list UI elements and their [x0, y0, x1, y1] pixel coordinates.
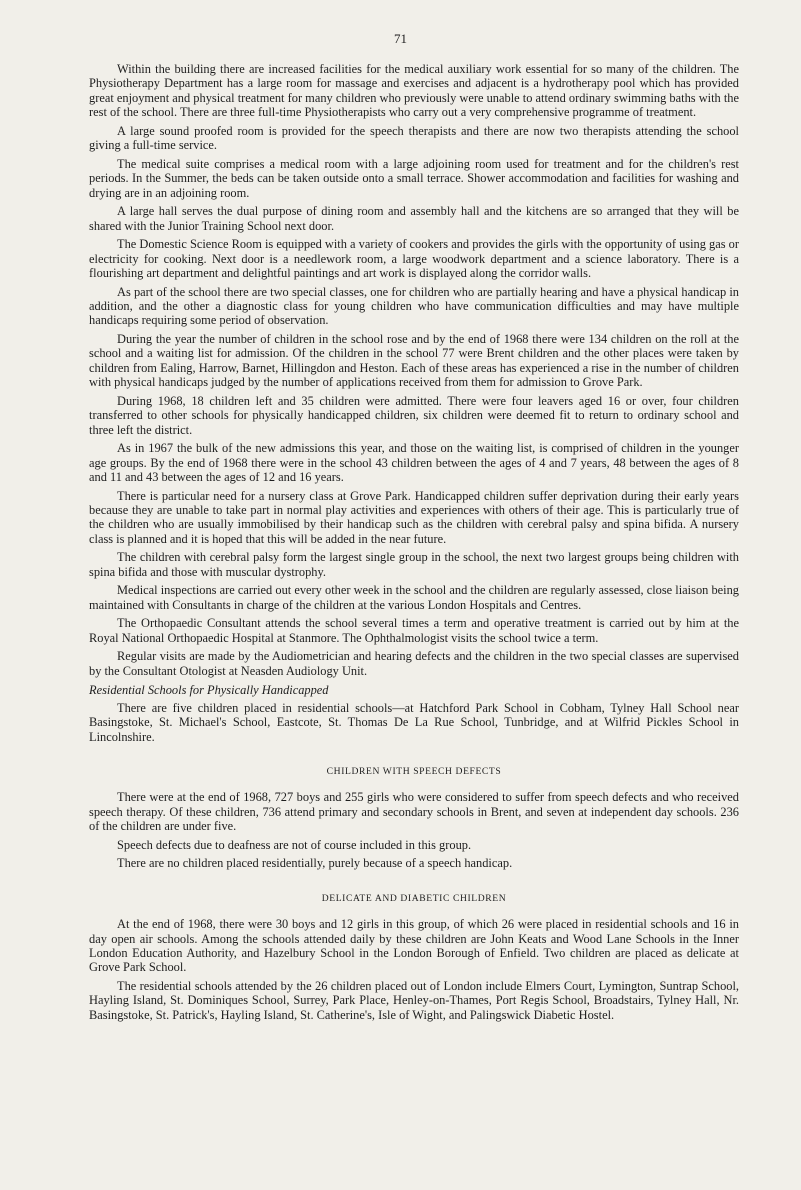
- paragraph: At the end of 1968, there were 30 boys and 12 girls in this group, of which 26 were placed in residential schools and 16 in day open air schools. Among the schools attended daily by these children are John Keats and Wood Lane Schools in the Inner London Education Authority, and Hazelbury School in the London Borough of Enfield. Two children are placed as delicate at Grove Park School.: [89, 917, 739, 975]
- paragraph: There are five children placed in residential schools—at Hatchford Park School in Cobham, Tylney Hall School near Basingstoke, St. Michael's School, Eastcote, St. Thomas De La Rue School, Tunbridge, and at Wilfrid Pickles School in Lincolnshire.: [89, 700, 739, 744]
- paragraph: As in 1967 the bulk of the new admissions this year, and those on the waiting list, is comprised of children in the younger age groups. By the end of 1968 there were in the school 43 children between the ages of 4 and 7 years, 48 between the ages of 8 and 11 and 43 between the ages of 12 and 16 years.: [89, 441, 739, 485]
- paragraph: The children with cerebral palsy form the largest single group in the school, the next two largest groups being children with spina bifida and those with muscular dystrophy.: [89, 550, 739, 579]
- paragraph: The medical suite comprises a medical room with a large adjoining room used for treatment and for the children's rest periods. In the Summer, the beds can be taken outside onto a small terrace. Shower accommodation and facilities for washing and drying are in an adjoining room.: [89, 156, 739, 200]
- paragraph: The Domestic Science Room is equipped with a variety of cookers and provides the girls with the opportunity of using gas or electricity for cooking. Next door is a needlework room, a large woodwork department and a science laboratory. There is a flourishing art department and delightful paintings and art work is displayed along the corridor walls.: [89, 237, 739, 281]
- paragraph: The Orthopaedic Consultant attends the school several times a term and operative treatment is carried out by him at the Royal National Orthopaedic Hospital at Stanmore. The Ophthalmologist visits the school twice a term.: [89, 616, 739, 645]
- paragraph: Speech defects due to deafness are not of course included in this group.: [117, 837, 472, 852]
- page-number: 71: [394, 31, 407, 46]
- paragraph: There were at the end of 1968, 727 boys and 255 girls who were considered to suffer from speech defects and who received speech therapy. Of these children, 736 attend primary and secondary schools in Brent, and seven at independent day schools. 236 of the children are under five.: [89, 790, 739, 834]
- speech-defects-heading: CHILDREN WITH SPEECH DEFECTS: [326, 765, 502, 777]
- paragraph: Within the building there are increased facilities for the medical auxiliary work essential for so many of the children. The Physiotherapy Department has a large room for massage and exercises and adjacent is a hydrotherapy pool which has provided great enjoyment and physical treatment for many children who previously were unable to attend ordinary swimming baths with the rest of the school. There are three full-time Physiotherapists who carry out a very comprehensive programme of treatment.: [89, 62, 739, 120]
- paragraph: As part of the school there are two special classes, one for children who are partially hearing and have a physical handicap in addition, and the other a diagnostic class for young children who have communication difficulties and may have multiple handicaps requiring some period of observation.: [89, 284, 739, 328]
- paragraph: There is particular need for a nursery class at Grove Park. Handicapped children suffer deprivation during their early years because they are unable to take part in normal play activities and experiences with others of their age. This is particularly true of the children who are usually immobilised by their handicap such as the children with cerebral palsy and spina bifida. A nursery class is planned and it is hoped that this will be added in the near future.: [89, 488, 739, 546]
- paragraph: The residential schools attended by the 26 children placed out of London include Elmers Court, Lymington, Suntrap School, Hayling Island, St. Dominiques School, Surrey, Park Place, Henley-on-Thames, Port Regis School, Broadstairs, Tylney Hall, Nr. Basingstoke, St. Patrick's, Hayling Island, St. Catherine's, Isle of Wight, and Palingswick Diabetic Hostel.: [89, 978, 739, 1022]
- paragraph: During 1968, 18 children left and 35 children were admitted. There were four leavers aged 16 or over, four children transferred to other schools for physically handicapped children, six children were deemed fit to return to ordinary school and three left the district.: [89, 393, 739, 437]
- paragraph: Regular visits are made by the Audiometrician and hearing defects and the children in the two special classes are supervised by the Consultant Otologist at Neasden Audiology Unit.: [89, 649, 739, 678]
- paragraph: Medical inspections are carried out every other week in the school and the children are regularly assessed, close liaison being maintained with Consultants in charge of the children at the various London Hospitals and Centres.: [89, 583, 739, 612]
- paragraph: There are no children placed residentially, purely because of a speech handicap.: [117, 856, 513, 871]
- paragraph: A large hall serves the dual purpose of dining room and assembly hall and the kitchens are so arranged that they will be shared with the Junior Training School next door.: [89, 204, 739, 233]
- paragraph: During the year the number of children in the school rose and by the end of 1968 there were 134 children on the roll at the school and a waiting list for admission. Of the children in the school 77 were Brent children and the other places were taken by children from Ealing, Harrow, Barnet, Hillingdon and Heston. Each of these areas has experienced a rise in the number of children with physical handicaps judged by the number of applications received from them for admission to Grove Park.: [89, 332, 739, 390]
- residential-heading: Residential Schools for Physically Handicapped: [89, 683, 329, 698]
- page-body: [89, 62, 739, 1026]
- delicate-diabetic-heading: DELICATE AND DIABETIC CHILDREN: [321, 892, 507, 904]
- paragraph: A large sound proofed room is provided for the speech therapists and there are now two therapists attending the school giving a full-time service.: [89, 123, 739, 153]
